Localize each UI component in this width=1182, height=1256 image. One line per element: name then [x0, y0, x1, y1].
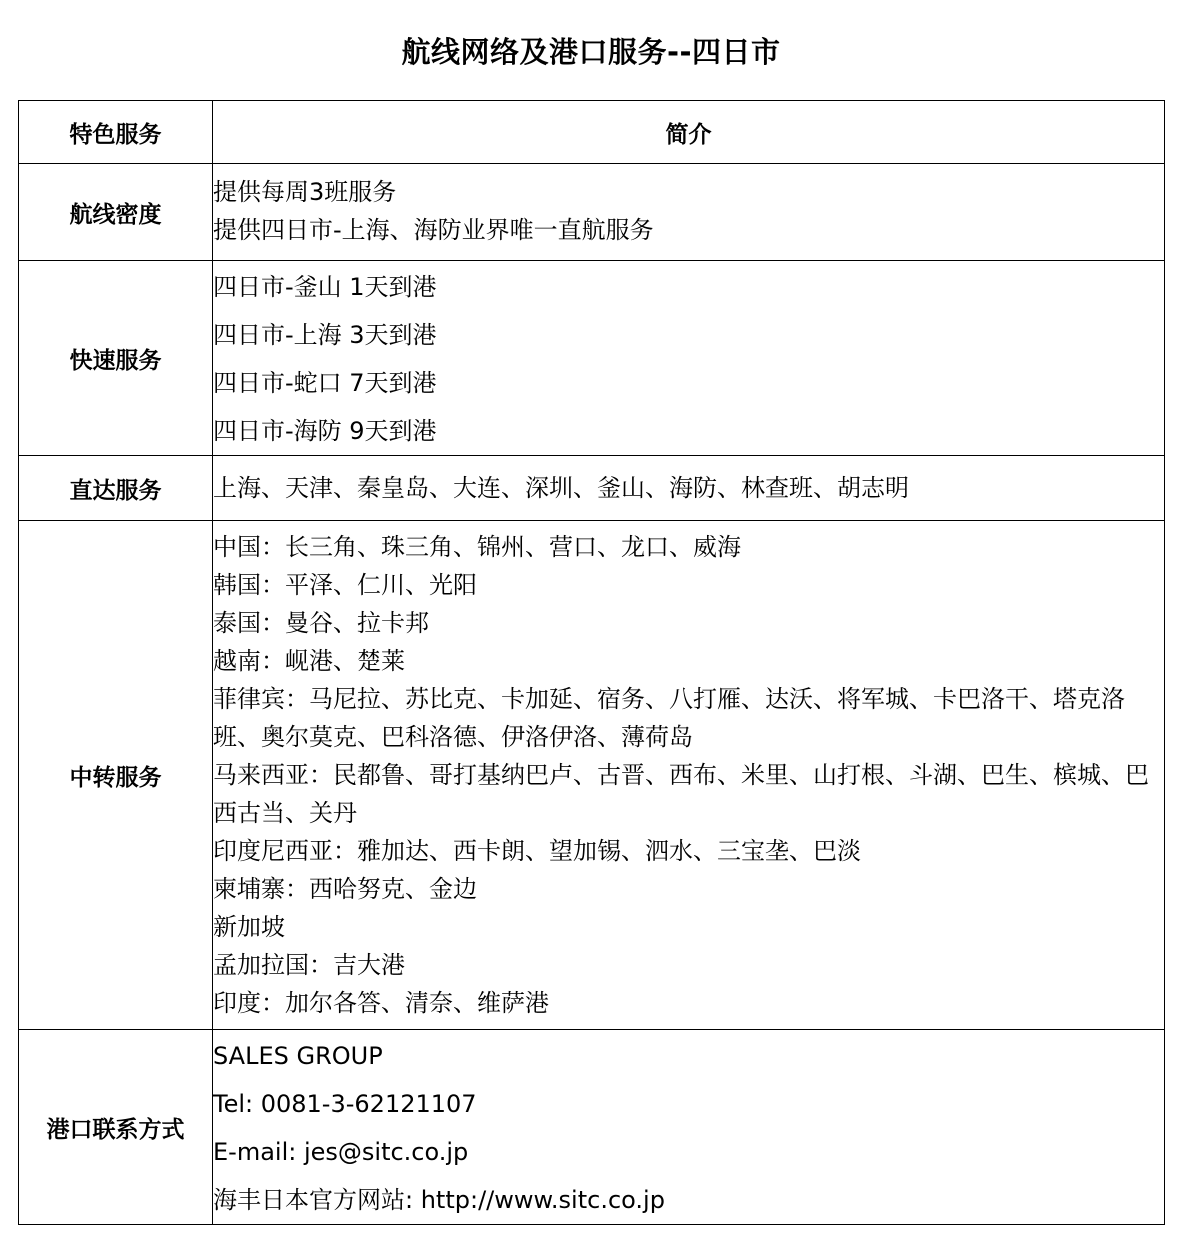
- table-header-row: [19, 101, 1165, 164]
- transfer-line: 菲律宾：马尼拉、苏比克、卡加延、宿务、八打雁、达沃、将军城、卡巴洛干、塔克洛班、奥尔莫克、巴科洛德、伊洛伊洛、薄荷岛: [213, 685, 1125, 751]
- transfer-line: 韩国：平泽、仁川、光阳: [213, 571, 477, 599]
- contact-phone: Tel: 0081-3-62121107: [213, 1090, 477, 1118]
- row-label-density: 航线密度: [19, 164, 213, 261]
- table-row-contact: [19, 1030, 1165, 1225]
- page-title: 航线网络及港口服务--四日市: [401, 35, 781, 69]
- density-line: 提供每周3班服务: [213, 178, 397, 206]
- service-table: [18, 100, 1165, 1225]
- transfer-line: 印度尼西亚：雅加达、西卡朗、望加锡、泗水、三宝垄、巴淡: [213, 837, 861, 865]
- transfer-line: 柬埔寨：西哈努克、金边: [213, 875, 477, 903]
- fast-line: 四日市-釜山 1天到港: [213, 273, 437, 301]
- row-label-contact: 港口联系方式: [19, 1030, 213, 1225]
- table-row-fast: [19, 261, 1165, 456]
- contact-group-name: SALES GROUP: [213, 1042, 383, 1070]
- fast-line: 四日市-海防 9天到港: [213, 417, 437, 445]
- row-content-contact: [213, 1030, 1165, 1225]
- transfer-line: 印度：加尔各答、清奈、维萨港: [213, 989, 549, 1017]
- table-row-transfer: [19, 521, 1165, 1030]
- row-label-fast: 快速服务: [19, 261, 213, 456]
- row-content-direct: [213, 456, 1165, 521]
- header-feature: 特色服务: [19, 101, 213, 164]
- transfer-line: 孟加拉国：吉大港: [213, 951, 405, 979]
- transfer-line: 泰国：曼谷、拉卡邦: [213, 609, 429, 637]
- table-row-density: [19, 164, 1165, 261]
- contact-email: E-mail: jes@sitc.co.jp: [213, 1138, 469, 1166]
- fast-line: 四日市-蛇口 7天到港: [213, 369, 437, 397]
- fast-line: 四日市-上海 3天到港: [213, 321, 437, 349]
- transfer-line: 中国：长三角、珠三角、锦州、营口、龙口、威海: [213, 533, 741, 561]
- table-row-direct: [19, 456, 1165, 521]
- header-description: 简介: [213, 101, 1165, 164]
- transfer-line: 马来西亚：民都鲁、哥打基纳巴卢、古晋、西布、米里、山打根、斗湖、巴生、槟城、巴西古当、关丹: [213, 761, 1149, 827]
- row-content-transfer: [213, 521, 1165, 1030]
- row-content-fast: [213, 261, 1165, 456]
- contact-website: 海丰日本官方网站: http://www.sitc.co.jp: [213, 1186, 665, 1214]
- transfer-line: 越南：岘港、楚莱: [213, 647, 405, 675]
- transfer-line: 新加坡: [213, 913, 285, 941]
- density-line: 提供四日市-上海、海防业界唯一直航服务: [213, 216, 654, 244]
- row-label-transfer: 中转服务: [19, 521, 213, 1030]
- row-label-direct: 直达服务: [19, 456, 213, 521]
- row-content-density: [213, 164, 1165, 261]
- direct-line: 上海、天津、秦皇岛、大连、深圳、釜山、海防、林查班、胡志明: [213, 474, 909, 502]
